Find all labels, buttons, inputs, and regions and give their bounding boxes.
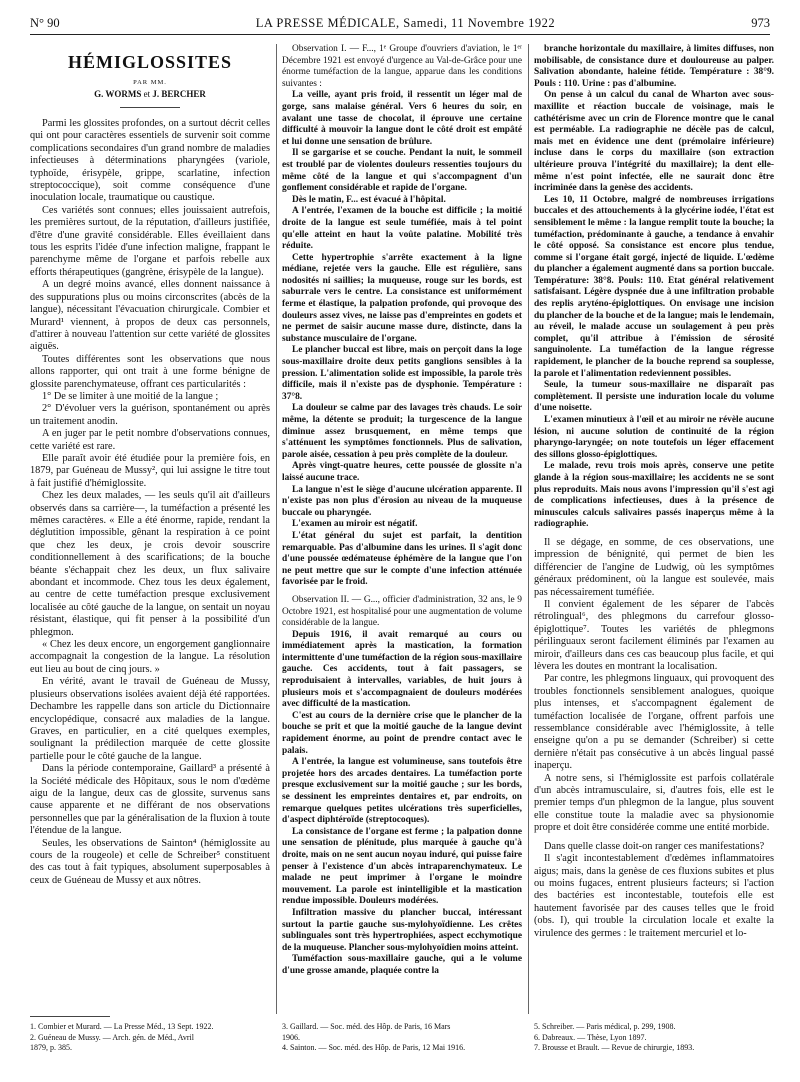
header-rule (30, 34, 770, 35)
paragraph: Seules, les observations de Sainton⁴ (hémiglossite au cours de la rougeole) et celle de Schreiber⁵ constituent des cas tout à fait typiques, absolument superposables à ceux de Guéneau de Mussy et aux nôtres. (30, 837, 270, 886)
paragraph: Après vingt-quatre heures, cette poussée de glossite n'a laissé aucune trace. (282, 461, 522, 483)
issue-number: N° 90 (30, 16, 60, 30)
footnote: 1906. (282, 1032, 300, 1042)
footnote: 2. Guéneau de Mussy. — Arch. gén. de Méd., Avril (30, 1032, 194, 1042)
paragraph: A en juger par le petit nombre d'observations connues, cette variété est rare. (30, 428, 270, 452)
paragraph: Dans la période contemporaine, Gaillard³ a présenté à la Société médicale des Hôpitaux, sous le nom d'œdème aigu de la langue, deux cas de glossite, survenus sans cause apparente et ne différant de nos observations personnelles que par la généralisation de la fluxion à toute l'étendue de la langue. (30, 763, 270, 837)
paragraph: La langue n'est le siège d'aucune ulcération apparente. Il n'existe pas non plus d'érosion au niveau de la muqueuse buccale ou pharyngée. (282, 484, 522, 518)
running-header (30, 16, 770, 34)
column-1 (30, 44, 270, 887)
column-3-paragraphs (534, 44, 774, 940)
paragraph: Toutes différentes sont les observations que nous allons rapporter, qui ont trait à une forme bénigne de glossite parenchymateuse, offrant ces particularités : (30, 353, 270, 390)
paragraph: Le plancher buccal est libre, mais on perçoit dans la loge sous-maxillaire droite deux petits ganglions sensibles à la pression. L'alimentation solide est impossible, la parole très difficile, mais il n'existe pas de dysphonie. Température : 37°8. (282, 345, 522, 402)
column-divider (528, 44, 529, 1014)
column-2 (282, 44, 522, 978)
article-title: HÉMIGLOSSITES (67, 52, 233, 72)
paragraph: Dans quelle classe doit-on ranger ces manifestations? (544, 840, 765, 852)
column-divider (276, 44, 277, 1014)
footnotes-col-2 (282, 1022, 522, 1054)
paragraph: A l'entrée, la langue est volumineuse, sans toutefois être projetée hors des arcades dentaires. La tuméfaction porte presque exclusivement sur la moitié gauche ; sur les bords, se dessinent les empreintes dentaires et, par endroits, on remarque quelques petites ulcérations très superficielles, d'aspect diphtéroïde (streptocoques). (282, 757, 522, 826)
paragraph: L'examen au miroir est négatif. (292, 519, 418, 530)
paragraph: Depuis 1916, il avait remarqué au cours ou immédiatement après la mastication, la formation intermittente d'une tuméfaction de la région sous-maxillaire gauche. Ces accidents, tout à fait passagers, se reproduisaient à intervalles, variables, de huit jours à plusieurs mois et s'accompagnaient de douleurs modérées avec difficulté de la mastication. (282, 629, 522, 710)
page-number: 973 (751, 16, 770, 30)
column-2-paragraphs (282, 44, 522, 978)
footnote: 1. Combier et Murard. — La Presse Méd., 13 Sept. 1922. (30, 1022, 214, 1031)
paragraph: Chez les deux malades, — les seuls qu'il ait d'ailleurs observés dans sa carrière—, la tuméfaction a présenté les mêmes caractères. « Elle a été énorme, rapide, rendant la déglutition impossible, gênant la respiration à ce point que chez les deux, je crois devoir souscrire conditionnellement à des scarifications; de la bouche béante s'échappait chez les deux, un flux salivaire abondant et incommode. Chez tous les deux également, au centre de cette tuméfaction presque exclusivement localisée au côté gauche de la langue, on sentait un noyau résistant, élastique, qui fit penser à la possibilité d'un phlegmon. (30, 490, 270, 638)
paragraph: Dès le matin, F... est évacué à l'hôpital. (292, 194, 446, 205)
paragraph: En vérité, avant le travail de Guéneau de Mussy, plusieurs observations isolées avaient déjà été rapportées. Dechambre les rappelle dans son article du Dictionnaire encyclopédique, consacré aux maladies de la langue. Graves, en particulier, en a cité quelques exemples, soulignant la prédilection marquée de cette glossite partielle pour le côté gauche de la langue. (30, 676, 270, 762)
paragraph: Par contre, les phlegmons linguaux, qui provoquent des troubles fonctionnels sensiblement analogues, quoique plus intenses, et s'accompagnent également de tuméfaction localisée de l'organe, offrent parfois une ressemblance considérable avec l'hémiglossite, à telle enseigne qu'on a pu se demander (Schreiber) si cette dernière n'était pas consécutive à un abcès lingual passé inaperçu. (534, 673, 774, 772)
paragraph: A notre sens, si l'hémiglossite est parfois collatérale d'un abcès intramusculaire, si, d'autres fois, elle est le premier temps d'un phlegmon de la langue, plus souvent elle constitue toute la maladie avec sa physionomie propre et doit être considérée comme une entité morbide. (534, 772, 774, 834)
authors-conjunction: et (143, 89, 151, 99)
footnote: 1879, p. 385. (30, 1043, 72, 1052)
paragraph: Il convient également de les séparer de l'abcès rétrolingual⁶, des phlegmons du carrefour glosso-épiglottique⁷. Toutes les variétés de phlegmons périlinguaux seront facilement éliminés par l'examen au miroir, d'ailleurs dans ces cas beaucoup plus facile, et qui lèvera les doutes en montrant la localisation. (534, 598, 774, 672)
paragraph: Observation I. — F..., 1ᵉ Groupe d'ouvriers d'aviation, le 1ᵉʳ Décembre 1921 est envoyé d'urgence au Val-de-Grâce pour une énorme tuméfaction de la langue, apparue dans les conditions suivantes : (282, 44, 522, 89)
paragraph: On pense à un calcul du canal de Wharton avec sous-maxillite et réaction buccale de voisinage, mais le cathétérisme avec un crin de Florence montre que le canal est perméable. La radiographie ne décèle pas de calcul, mais met en évidence une dent (prémolaire inférieure) incluse dans le corps du maxillaire (son extraction ultérieure prouva l'intégrité du maxillaire); la dent elle-même n'est point infectée, elle ne saurait donc être incriminée dans la genèse des accidents. (534, 90, 774, 194)
paragraph: Infiltration massive du plancher buccal, intéressant surtout la partie gauche sus-mylohyoïdienne. Les crêtes sublinguales sont très hypertrophiées, aspect ecchymotique de la muqueuse. Plancher sous-mylohyoïdien moins atteint. (282, 907, 522, 953)
paragraph: A un degré moins avancé, elles donnent naissance à des suppurations plus ou moins circonscrites (abcès de la langue), nécessitant l'évacuation chirurgicale. Combier et Murard¹ viennent, à propos de deux cas personnels, d'attirer à nouveau l'attention sur cette variété de glossites aiguës. (30, 279, 270, 353)
paragraph: Il s'agit incontestablement d'œdèmes inflammatoires aigus; mais, dans la genèse de ces fluxions subites et plus ou moins fugaces, entrent plusieurs facteurs; si l'action des bactéries est incontestable, toutefois elle est hautement favorisée par des causes telles que le froid (obs. I), qui trouble la circulation locale et exalte la virulence des germes : le traitement mercuriel et lo- (534, 853, 774, 939)
column-1-paragraphs (30, 118, 270, 887)
footnote: 6. Dabreaux. — Thèse, Lyon 1897. (534, 1032, 647, 1042)
paragraph: 1° De se limiter à une moitié de la langue ; (42, 390, 219, 402)
footnote: 3. Gaillard. — Soc. méd. des Hôp. de Paris, 16 Mars (282, 1022, 451, 1031)
journal-title: LA PRESSE MÉDICALE, Samedi, 11 Novembre 1922 (255, 16, 556, 30)
author-1: G. WORMS (94, 89, 142, 99)
paragraph: La veille, ayant pris froid, il ressentit un léger mal de gorge, sans malaise général. Vers 6 heures du soir, en avalant une tasse de chocolat, il éprouve une certaine difficulté à mouvoir la langue dont le côté droit est empâté et lui donne une sensation de brûlure. (282, 90, 522, 147)
paragraph: L'examen minutieux à l'œil et au miroir ne révèle aucune lésion, ni aucune solution de continuité de la région pharyngo-laryngée; on note toutefois un léger effacement des sillons glosso-épiglottiques. (534, 415, 774, 460)
author-2: J. BERCHER (152, 89, 206, 99)
footnote: 7. Brousse et Brault. — Revue de chirurgie, 1893. (534, 1043, 695, 1052)
paragraph: La consistance de l'organe est ferme ; la palpation donne une sensation de plénitude, plus marquée à gauche qu'à droite, mais on ne sent aucun noyau induré, qui puisse faire penser à l'existence d'un abcès intraparenchymateux. Le malade ne peut imprimer à l'organe le moindre mouvement. La parole est inintelligible et la mastication rendue impossible. Douleurs modérées. (282, 826, 522, 907)
paragraph: « Chez les deux encore, un engorgement ganglionnaire accompagnait la congestion de la langue. La résolution eut lieu au bout de cinq jours. » (30, 639, 270, 675)
footnotes-col-1 (30, 1022, 270, 1054)
paragraph: Il se gargarise et se couche. Pendant la nuit, le sommeil est troublé par de violentes douleurs ressenties toujours du même côté de la langue et qui s'accompagnent d'un gonflement considérable et rapide de l'organe. (282, 148, 522, 194)
authors-prefix: PAR MM. (133, 79, 167, 86)
footnote: 4. Sainton. — Soc. méd. des Hôp. de Paris, 12 Mai 1916. (282, 1043, 466, 1052)
paragraph: branche horizontale du maxillaire, à limites diffuses, non mobilisable, de consistance dure et douloureuse au palper. Salivation abondante, haleine fétide. Température : 38°9. Pouls : 110. Urine : pas d'albumine. (534, 44, 774, 89)
paragraph: Le malade, revu trois mois après, conserve une petite glande à la région sous-maxillaire; les accidents ne se sont plus reproduits. Mais nous avons l'impression qu'il s'est agi de complications infectieuses, dues à la présence de minuscules calculs salivaires passés inaperçus même à la radiographie. (534, 461, 774, 530)
paragraph: Tuméfaction sous-maxillaire gauche, qui a le volume d'une grosse amande, plaquée contre la (282, 954, 522, 976)
paragraph: Seule, la tumeur sous-maxillaire ne disparaît pas complètement. Il persiste une induration locale du volume d'une noisette. (534, 380, 774, 414)
column-3 (534, 44, 774, 940)
paragraph: Parmi les glossites profondes, on a surtout décrit celles qui ont pour caractères essentiels de survenir soit comme complications secondaires d'un grand nombre de maladies infectieuses à déterminations pharyngées (variole, typhoïde, érisypèle, grippe, scarlatine, infection streptococcique), soit comme conséquence d'une inoculation locale, traumatique ou caustique. (30, 118, 270, 204)
paragraph: 2° D'évoluer vers la guérison, spontanément ou après un traitement anodin. (30, 403, 270, 427)
paragraph: C'est au cours de la dernière crise que le plancher de la bouche se prit et que la moitié gauche de la langue devint rapidement énorme, au point de prendre contact avec le palais. (282, 710, 522, 756)
footnote-rule (30, 1016, 110, 1017)
paragraph: A l'entrée, l'examen de la bouche est difficile ; la moitié droite de la langue est seule tuméfiée, mais à tel point qu'elle atteint en haut la voûte palatine. Mobilité très réduite. (282, 206, 522, 252)
title-rule (120, 107, 180, 108)
paragraph: Ces variétés sont connues; elles jouissaient autrefois, les premières surtout, de la réputation, d'ailleurs justifiée, d'être d'une gravité considérable. Elles éveillaient dans tous les esprits l'idée d'une infection maligne, frappant le parenchyme même de l'organe et parfois rebelle aux efforts thérapeutiques (gangrène, érisypèle de la langue). (30, 204, 270, 278)
paragraph: Il se dégage, en somme, de ces observations, une impression de bénignité, qui permet de bien les différencier de l'angine de Ludwig, où les symptômes généraux prédominent, où la langue est soulevée, mais pas nécessairement tuméfiée. (534, 536, 774, 598)
article-authors (30, 89, 270, 99)
paragraph: La douleur se calme par des lavages très chauds. Le soir même, la détente se produit; la turgescence de la langue diminue assez brusquement, en même temps que s'atténuent les symptômes fonctionnels. Plus de salivation, parole aisée, cessation à peu près complète de la douleur. (282, 403, 522, 460)
footnote: 5. Schreiber. — Paris médical, p. 299, 1908. (534, 1022, 676, 1031)
paragraph: Elle paraît avoir été étudiée pour la première fois, en 1879, par Guéneau de Mussy², qui lui assigne le titre tout à fait justifié d'hémiglossite. (30, 452, 270, 489)
paragraph: Les 10, 11 Octobre, malgré de nombreuses irrigations buccales et des attouchements à la glycérine iodée, l'état est sensiblement le même : la langue remplit toute la bouche; la tuméfaction, prédominante à gauche, a tendance à envahir le côté opposé. Sa consistance est encore plus tendue, comme si l'organe était gorgé, injecté de liquide. L'œdème du plancher a également augmenté dans sa portion buccale. Température: 38°8. Pouls: 110. Etat général relativement satisfaisant. Légère dyspnée due à une infiltration probable des replis aryténo-épiglottiques. On envisage une incision du plancher de la bouche et de la langue; mais le lendemain, au réveil, le malade accuse un soulagement à peu près complet, qu'il attribue à l'émission de sérosité sanguinolente. La tuméfaction de la langue régresse rapidement, le plancher de la bouche reprend sa souplesse, la parole et l'alimentation redeviennent possibles. (534, 194, 774, 379)
paragraph: L'état général du sujet est parfait, la dentition remarquable. Pas d'albumine dans les urines. Il s'agit donc d'une poussée œdémateuse éphémère de la langue que l'on ne peut mettre que sur le compte d'une infection atténuée favorisée par le froid. (282, 530, 522, 588)
paragraph: Observation II. — G..., officier d'administration, 32 ans, le 9 Octobre 1921, est hospitalisé pour une augmentation de volume considérable de la langue. (282, 594, 522, 629)
footnotes-col-3 (534, 1022, 774, 1054)
paragraph: Cette hypertrophie s'arrête exactement à la ligne médiane, rejetée vers la gauche. Elle est régulière, sans nodosités ni saillies; la muqueuse, rouge sur les bords, est saburrale vers le centre. La consistance est uniformément ferme et élastique, la palpation profonde, qui provoque des douleurs assez vives, ne laisse pas d'empreintes en godets et ne permet de saisir aucune masse dure, distincte, dans la substance musculaire de l'organe. (282, 252, 522, 344)
